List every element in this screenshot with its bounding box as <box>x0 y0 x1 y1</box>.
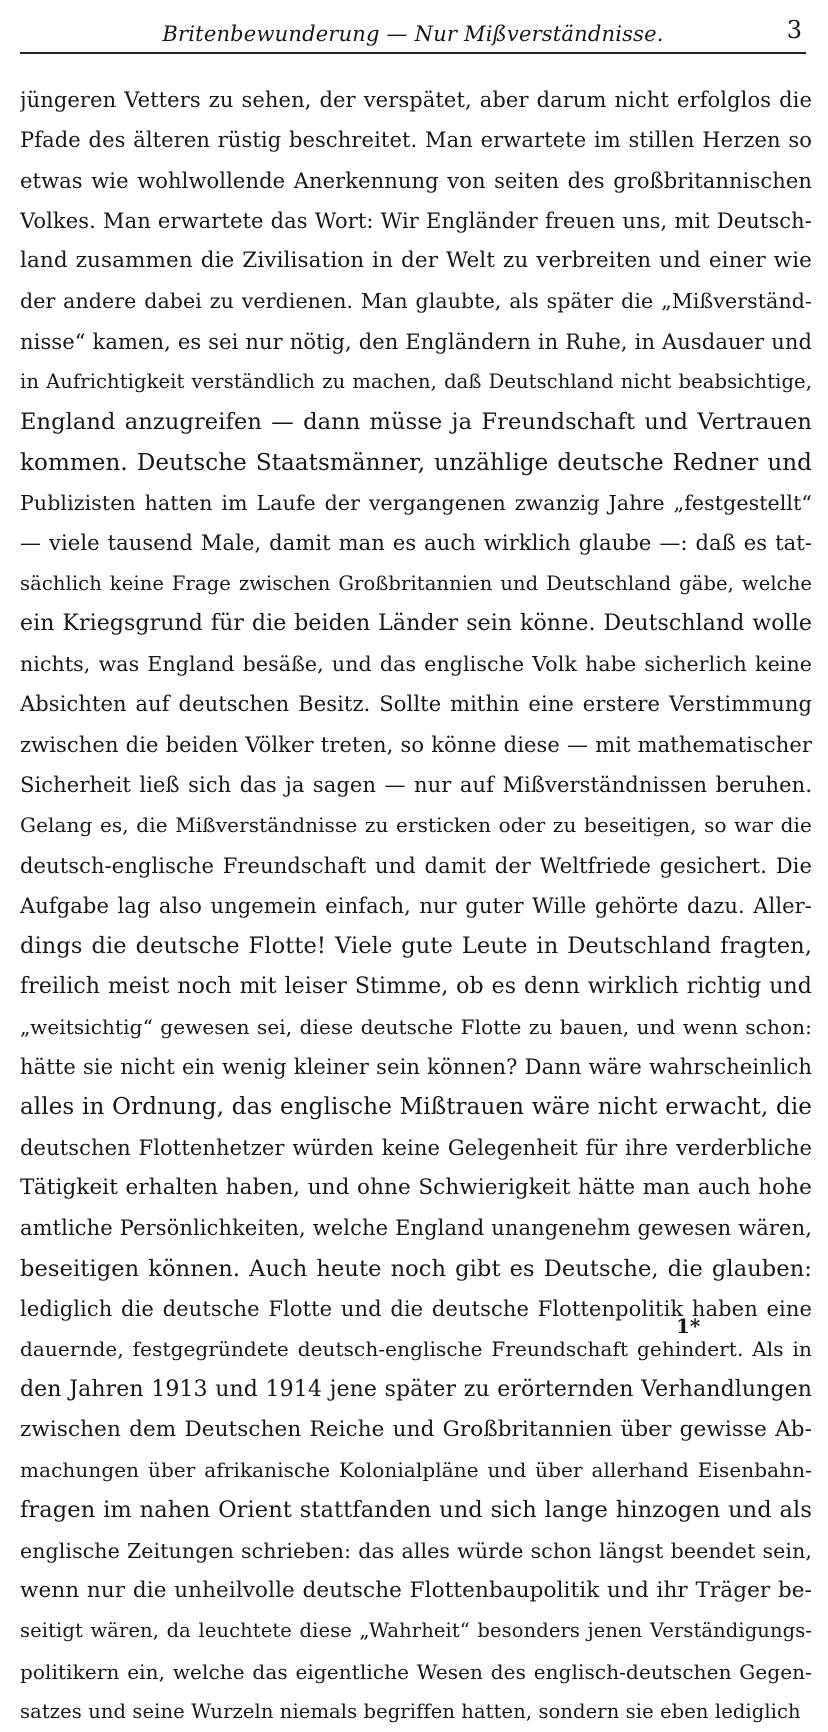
text-line: deutschen Flottenhetzer würden keine Gelegenheit für ihre verderbliche <box>20 1135 812 1160</box>
text-line: nisse“ kamen, es sei nur nötig, den Engländern in Ruhe, in Ausdauer und <box>20 329 812 354</box>
text-line: zwischen dem Deutschen Reiche und Großbritannien über gewisse Ab- <box>20 1416 812 1442</box>
text-line: lediglich die deutsche Flotte und die deutsche Flottenpolitik haben eine <box>20 1296 812 1321</box>
page-number: 3 <box>786 16 802 44</box>
running-title: Britenbewunderung — Nur Mißverständnisse. <box>162 22 664 46</box>
text-line: ein Kriegsgrund für die beiden Länder sein könne. Deutschland wolle <box>20 610 812 636</box>
text-line: nichts, was England besäße, und das englische Volk habe sicherlich keine <box>20 652 812 677</box>
text-line: England anzugreifen — dann müsse ja Freundschaft und Vertrauen <box>20 409 812 436</box>
text-line: hätte sie nicht ein wenig kleiner sein können? Dann wäre wahrscheinlich <box>20 1055 812 1080</box>
text-line: deutsch-englische Freundschaft und damit der Weltfriede gesichert. Die <box>20 853 812 878</box>
text-line: amtliche Persönlichkeiten, welche England unangenehm gewesen wären, <box>20 1216 812 1241</box>
text-line: den Jahren 1913 und 1914 jene später zu erörternden Verhandlungen <box>20 1376 812 1402</box>
text-line: Sicherheit ließ sich das ja sagen — nur auf Mißverständnissen beruhen. <box>20 773 812 798</box>
text-line: Absichten auf deutschen Besitz. Sollte mithin eine erstere Verstimmung <box>20 692 812 717</box>
text-line: Tätigkeit erhalten haben, und ohne Schwierigkeit hätte man auch hohe <box>20 1175 812 1201</box>
text-line: englische Zeitungen schrieben: das alles würde schon längst beendet sein, <box>20 1538 812 1563</box>
text-line: etwas wie wohlwollende Anerkennung von seiten des großbritannischen <box>20 168 812 193</box>
text-line: sächlich keine Frage zwischen Großbritannien und Deutschland gäbe, welche <box>20 571 812 595</box>
text-line: politikern ein, welche das eigentliche Wesen des englisch-deutschen Gegen- <box>20 1659 812 1684</box>
text-line: wenn nur die unheilvolle deutsche Flottenbaupolitik und ihr Träger be- <box>20 1577 812 1603</box>
text-line: satzes und seine Wurzeln niemals begriffen hatten, sondern sie eben lediglich <box>20 1699 801 1723</box>
text-line: Gelang es, die Mißverständnisse zu ersticken oder zu beseitigen, so war die <box>20 813 812 838</box>
text-line: Pfade des älteren rüstig beschreitet. Man erwartete im stillen Herzen so <box>20 128 812 153</box>
text-line: Volkes. Man erwartete das Wort: Wir Engländer freuen uns, mit Deutsch- <box>20 208 812 233</box>
text-line: machungen über afrikanische Kolonialpläne und über allerhand Eisenbahn- <box>20 1458 812 1483</box>
text-line: — viele tausend Male, damit man es auch wirklich glaube —: daß es tat- <box>20 531 812 556</box>
text-line: dings die deutsche Flotte! Viele gute Leute in Deutschland fragten, <box>20 933 812 960</box>
text-line: Aufgabe lag also ungemein einfach, nur guter Wille gehörte dazu. Aller- <box>20 893 812 918</box>
printer-signature-mark: 1* <box>676 1314 701 1338</box>
text-line: seitigt wären, da leuchtete diese „Wahrheit“ besonders jenen Verständigungs- <box>20 1619 812 1643</box>
text-line: kommen. Deutsche Staatsmänner, unzählige deutsche Redner und <box>20 449 812 476</box>
text-line: der andere dabei zu verdienen. Man glaubte, als später die „Mißverständ- <box>20 289 812 314</box>
text-line: Publizisten hatten im Laufe der vergangenen zwanzig Jahre „festgestellt“ <box>20 490 812 515</box>
text-line: freilich meist noch mit leiser Stimme, ob es denn wirklich richtig und <box>20 973 812 999</box>
running-head <box>20 10 806 54</box>
text-line: jüngeren Vetters zu sehen, der verspätet, aber darum nicht erfolglos die <box>20 88 812 112</box>
text-line: land zusammen die Zivilisation in der Welt zu verbreiten und einer wie <box>20 248 812 274</box>
text-line: „weitsichtig“ gewesen sei, diese deutsche Flotte zu bauen, und wenn schon: <box>20 1014 812 1039</box>
text-line: zwischen die beiden Völker treten, so könne diese — mit mathematischer <box>20 732 812 757</box>
text-line: beseitigen können. Auch heute noch gibt es Deutsche, die glauben: <box>20 1255 812 1282</box>
text-line: alles in Ordnung, das englische Mißtrauen wäre nicht erwacht, die <box>20 1094 812 1121</box>
body-text <box>20 80 812 1732</box>
text-line: fragen im nahen Orient stattfanden und sich lange hinzogen und als <box>20 1497 812 1524</box>
text-line: dauernde, festgegründete deutsch-englische Freundschaft gehindert. Als in <box>20 1337 812 1362</box>
text-line: in Aufrichtigkeit verständlich zu machen, daß Deutschland nicht beabsichtige, <box>20 370 812 394</box>
